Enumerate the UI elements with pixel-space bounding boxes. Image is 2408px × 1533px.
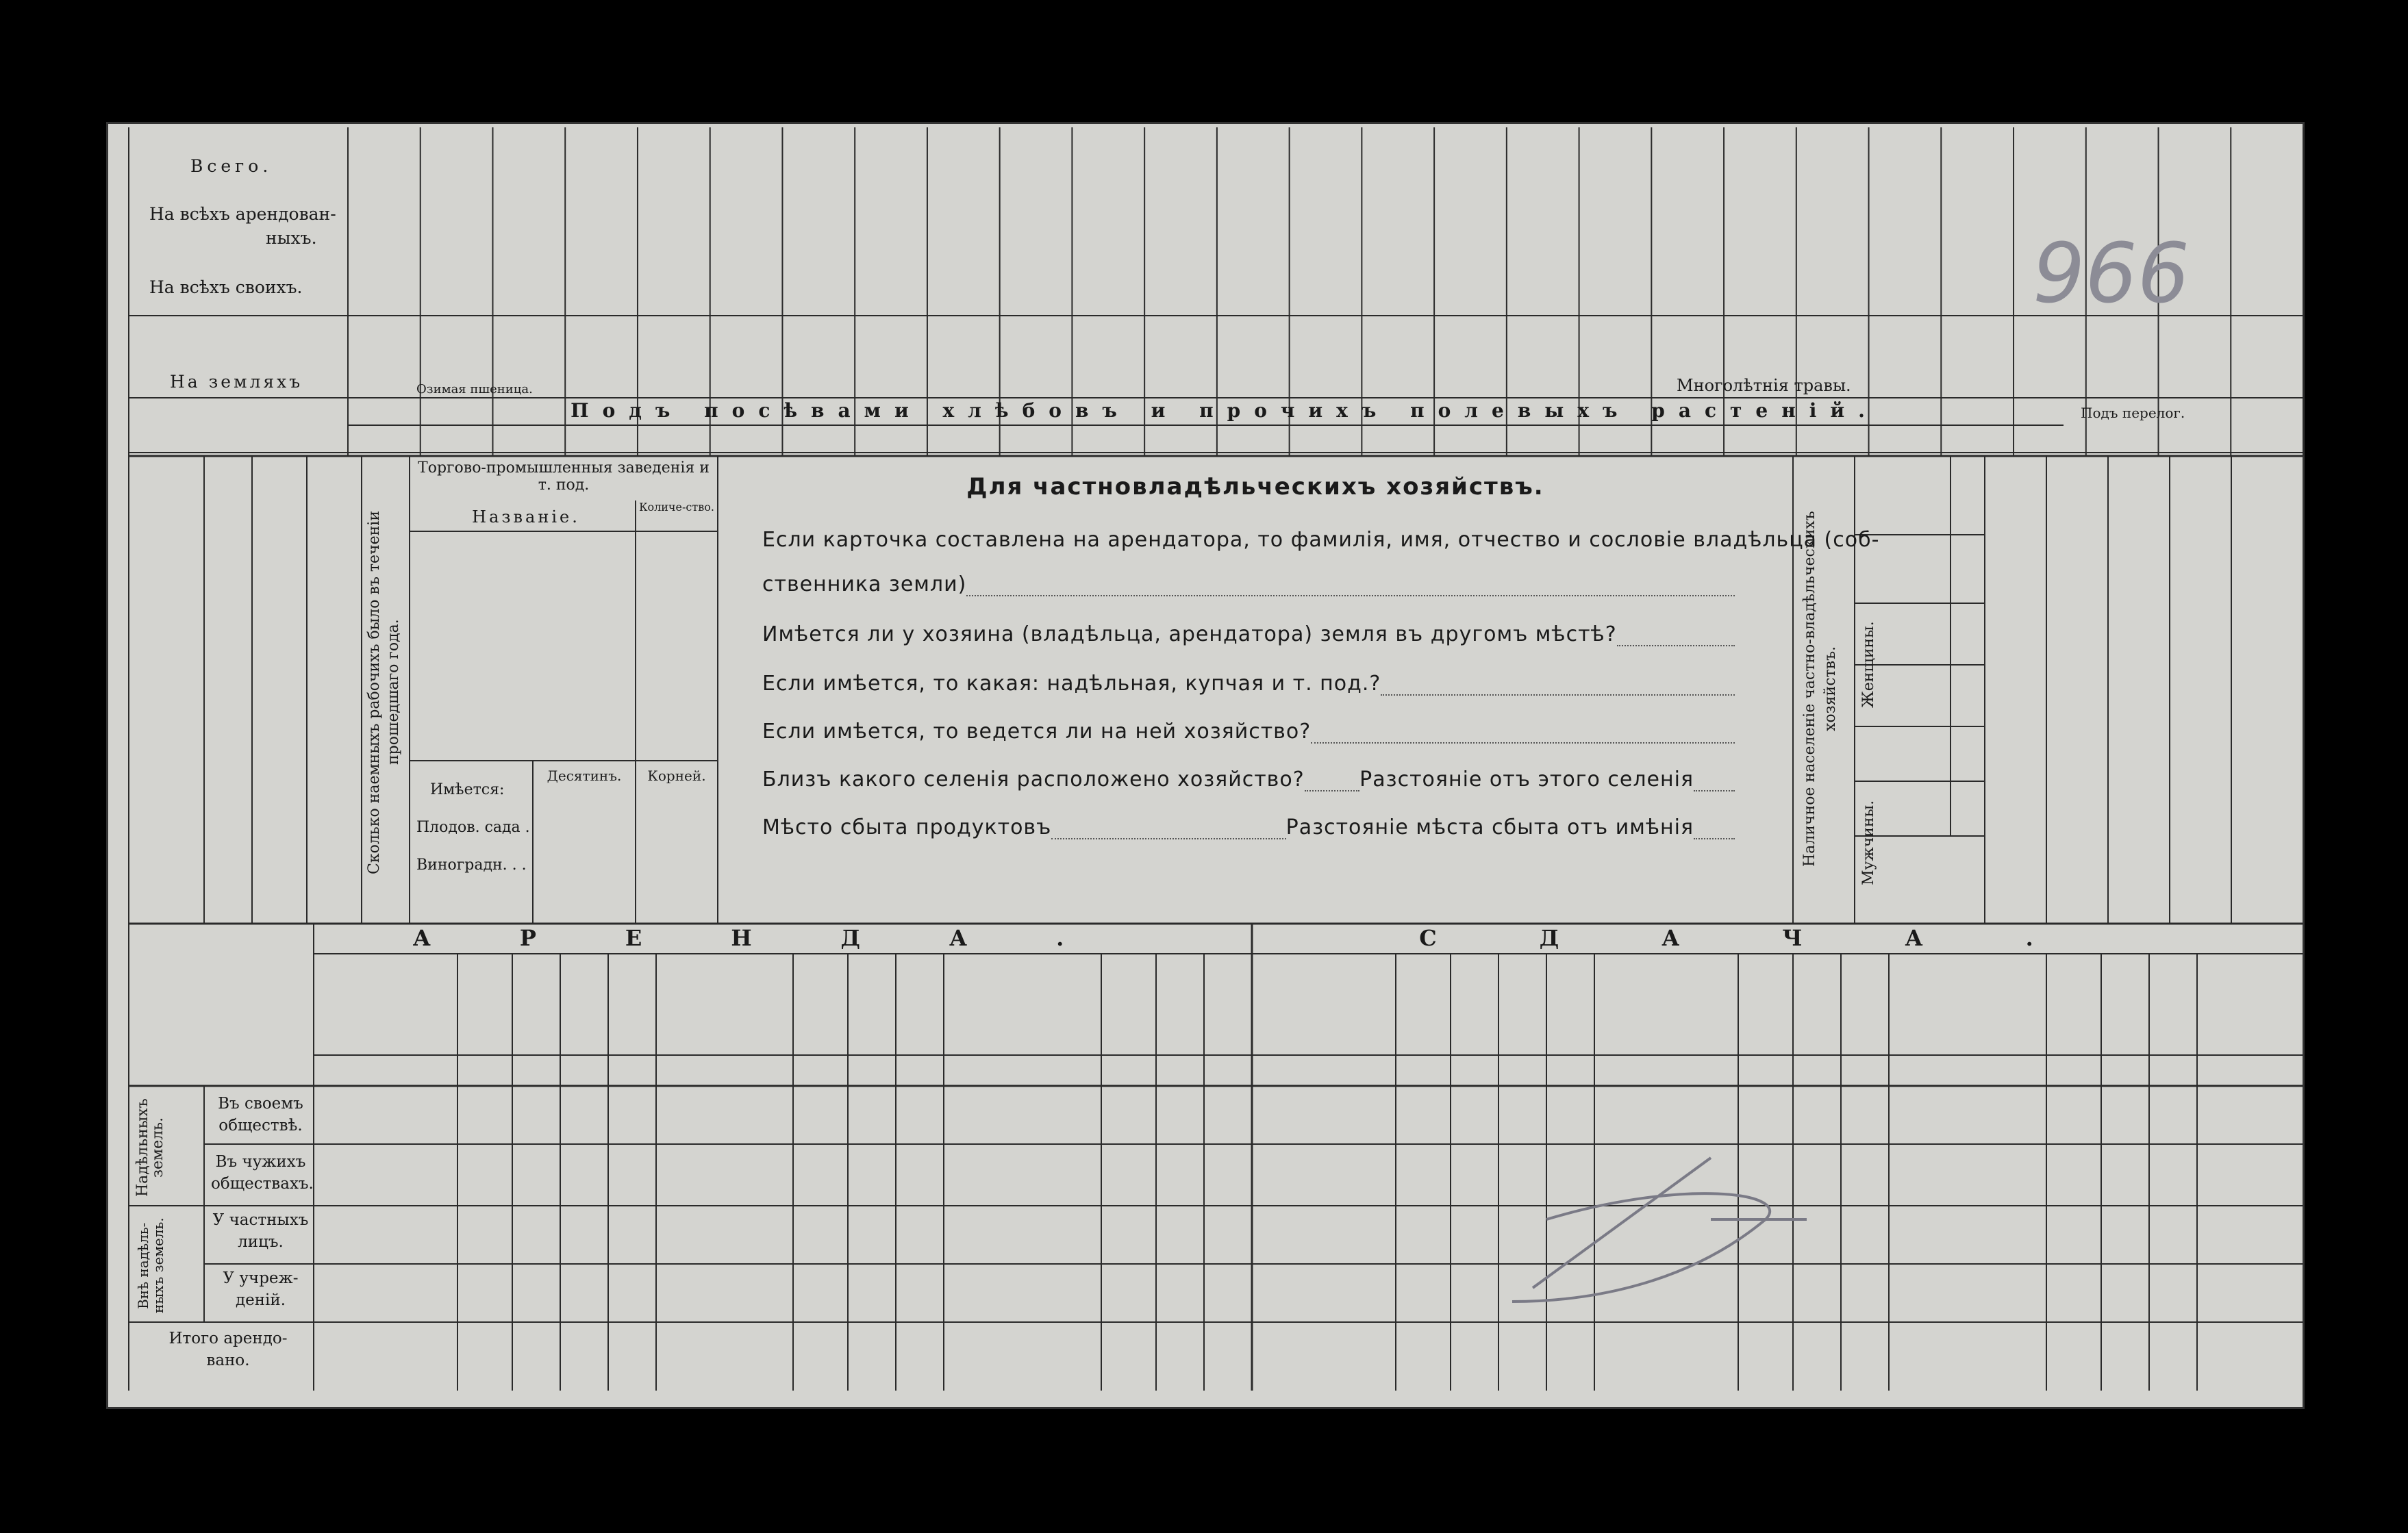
row-chastnyh: У частныхъ лицъ.	[212, 1211, 309, 1251]
crop-header	[1437, 321, 1504, 390]
lease-col-header	[611, 988, 653, 1053]
row-uchrezhdeniy: У учреж-денiй.	[223, 1269, 299, 1309]
women-label: Женщины.	[1860, 621, 1877, 709]
land-label: На земляхъ	[170, 372, 303, 392]
vineyard-label: Виноградн. . .	[416, 857, 527, 874]
crop-header	[2161, 321, 2229, 390]
handwritten-big-number: 966	[2033, 227, 2190, 322]
crop-header	[1220, 321, 1287, 390]
crop-header	[2089, 321, 2156, 390]
lease-col-header	[515, 988, 557, 1053]
crop-header	[1292, 321, 1359, 390]
crops-band: Подъ посѣвами хлѣбовъ и прочихъ полевыхъ растенiй.	[570, 399, 1879, 422]
vnenadel-label: Внѣ надѣль-ныхъ земель.	[135, 1217, 166, 1314]
trade-title: Торгово-промышленныя заведенiя и т. под.	[418, 459, 710, 494]
right-col-top	[2111, 466, 2166, 555]
lease-col-header	[1399, 988, 1448, 1053]
crop-header	[1944, 321, 2011, 390]
question-6	[762, 815, 1735, 839]
right-col-bottom	[2235, 822, 2290, 918]
crop-header	[423, 321, 490, 390]
sdacha-title: СДАЧА.	[1419, 925, 2136, 951]
handwritten-mark	[1512, 1158, 1807, 1302]
pod-perelog: Подъ перелог.	[2081, 405, 2185, 421]
lease-col-header	[796, 988, 845, 1053]
korney-header: Корней.	[647, 768, 706, 784]
trade-qty-header: Количе-ство.	[639, 501, 714, 514]
crop-header	[713, 321, 780, 390]
lease-col-header	[1844, 988, 1886, 1053]
right-col-bottom	[2050, 822, 2105, 918]
question-1b-text: ственника земли)	[762, 572, 967, 596]
question-4-text: Если имѣется, то ведется ли на ней хозяйство?	[762, 720, 1312, 744]
census-card	[106, 122, 2305, 1409]
crop-header	[351, 321, 418, 390]
question-4	[762, 720, 1735, 744]
lease-col-header	[563, 988, 605, 1053]
row-itogo: Итого арендо-вано.	[168, 1330, 288, 1369]
crop-header	[2233, 321, 2300, 390]
workers-title: Сколько наемныхъ рабочихъ было въ теченiи прошедшаго года.	[366, 510, 402, 874]
right-col-top	[2173, 466, 2228, 555]
question-5b-text: Разстоянiе отъ этого селенiя	[1359, 768, 1694, 791]
desyatin-header: Десятинъ.	[547, 768, 622, 784]
crop-header	[2016, 321, 2083, 390]
lease-col-header	[1501, 988, 1544, 1053]
crop-header	[1582, 321, 1649, 390]
crop-header	[1872, 321, 1939, 390]
right-col-bottom	[2111, 822, 2166, 918]
ozimaya-pshenitsa: Озимая пшеница.	[416, 382, 533, 396]
row-label-arend2: ныхъ.	[266, 228, 317, 248]
right-col-top	[1988, 466, 2043, 555]
lease-col-header	[1453, 988, 1496, 1053]
crop-header	[568, 321, 635, 390]
lease-col-header	[851, 988, 893, 1053]
right-col-top	[2050, 466, 2105, 555]
question-2	[762, 622, 1735, 646]
lease-col-header	[1207, 988, 1249, 1053]
lease-col-header	[460, 988, 510, 1053]
lease-col-header	[1159, 988, 1201, 1053]
question-5	[762, 768, 1735, 791]
trade-name-header: Названiе.	[472, 507, 580, 527]
question-6b-text: Разстоянiе мѣста сбыта отъ имѣнiя	[1285, 815, 1694, 839]
right-col-bottom	[2173, 822, 2228, 918]
question-1b	[762, 572, 1735, 596]
crop-header	[857, 321, 925, 390]
row-label-vsego: Всего.	[190, 156, 273, 176]
crop-header	[1509, 321, 1577, 390]
mnogoletnie-travy: Многолѣтнiя травы.	[1677, 376, 1851, 395]
question-2-text: Имѣется ли у хозяина (владѣльца, арендатора) земля въ другомъ мѣстѣ?	[762, 622, 1617, 646]
crop-header	[1003, 321, 1070, 390]
lease-col-header	[1104, 988, 1153, 1053]
lease-col-header	[2152, 988, 2194, 1053]
crop-header	[1364, 321, 1431, 390]
has-label: Имѣется:	[430, 781, 505, 798]
row-chuzhih: Въ чужихъ обществахъ.	[211, 1153, 314, 1193]
question-5-text: Близъ какого селенiя расположено хозяйство?	[762, 768, 1305, 791]
lease-col-header	[899, 988, 941, 1053]
lease-col-header	[2104, 988, 2146, 1053]
right-col-bottom	[1988, 822, 2043, 918]
crop-header	[495, 321, 562, 390]
crop-header	[1075, 321, 1142, 390]
crop-header	[930, 321, 997, 390]
lease-col-header	[1549, 988, 1592, 1053]
question-6-text: Мѣсто сбыта продуктовъ	[762, 815, 1052, 839]
row-svoem: Въ своемъ обществѣ.	[218, 1095, 303, 1135]
orchard-label: Плодов. сада .	[416, 819, 530, 836]
right-col-top	[2235, 466, 2290, 555]
lease-col-header	[2049, 988, 2098, 1053]
question-3-text: Если имѣется, то какая: надѣльная, купчая и т. под.?	[762, 672, 1381, 696]
population-title: Наличное населенiе частно-владѣльческихъ хозяйствъ.	[1801, 511, 1839, 867]
row-label-svoih: На всѣхъ своихъ.	[149, 277, 303, 297]
crop-header	[785, 321, 852, 390]
lease-col-header	[1796, 988, 1838, 1053]
crop-header	[1147, 321, 1214, 390]
men-label: Мужчины.	[1860, 800, 1877, 886]
question-3	[762, 672, 1735, 696]
arenda-title: АРЕНДА.	[412, 925, 1153, 951]
question-1: Если карточка составлена на арендатора, то фамилiя, имя, отчество и сословiе владѣльца (соб-	[762, 528, 1880, 552]
row-label-arend: На всѣхъ арендован-	[149, 204, 336, 224]
nadel-label: Надѣльныхъ земель.	[134, 1098, 166, 1197]
crop-header	[640, 321, 707, 390]
lease-col-header	[1741, 988, 1790, 1053]
private-title: Для частновладѣльческихъ хозяйствъ.	[966, 473, 1544, 501]
